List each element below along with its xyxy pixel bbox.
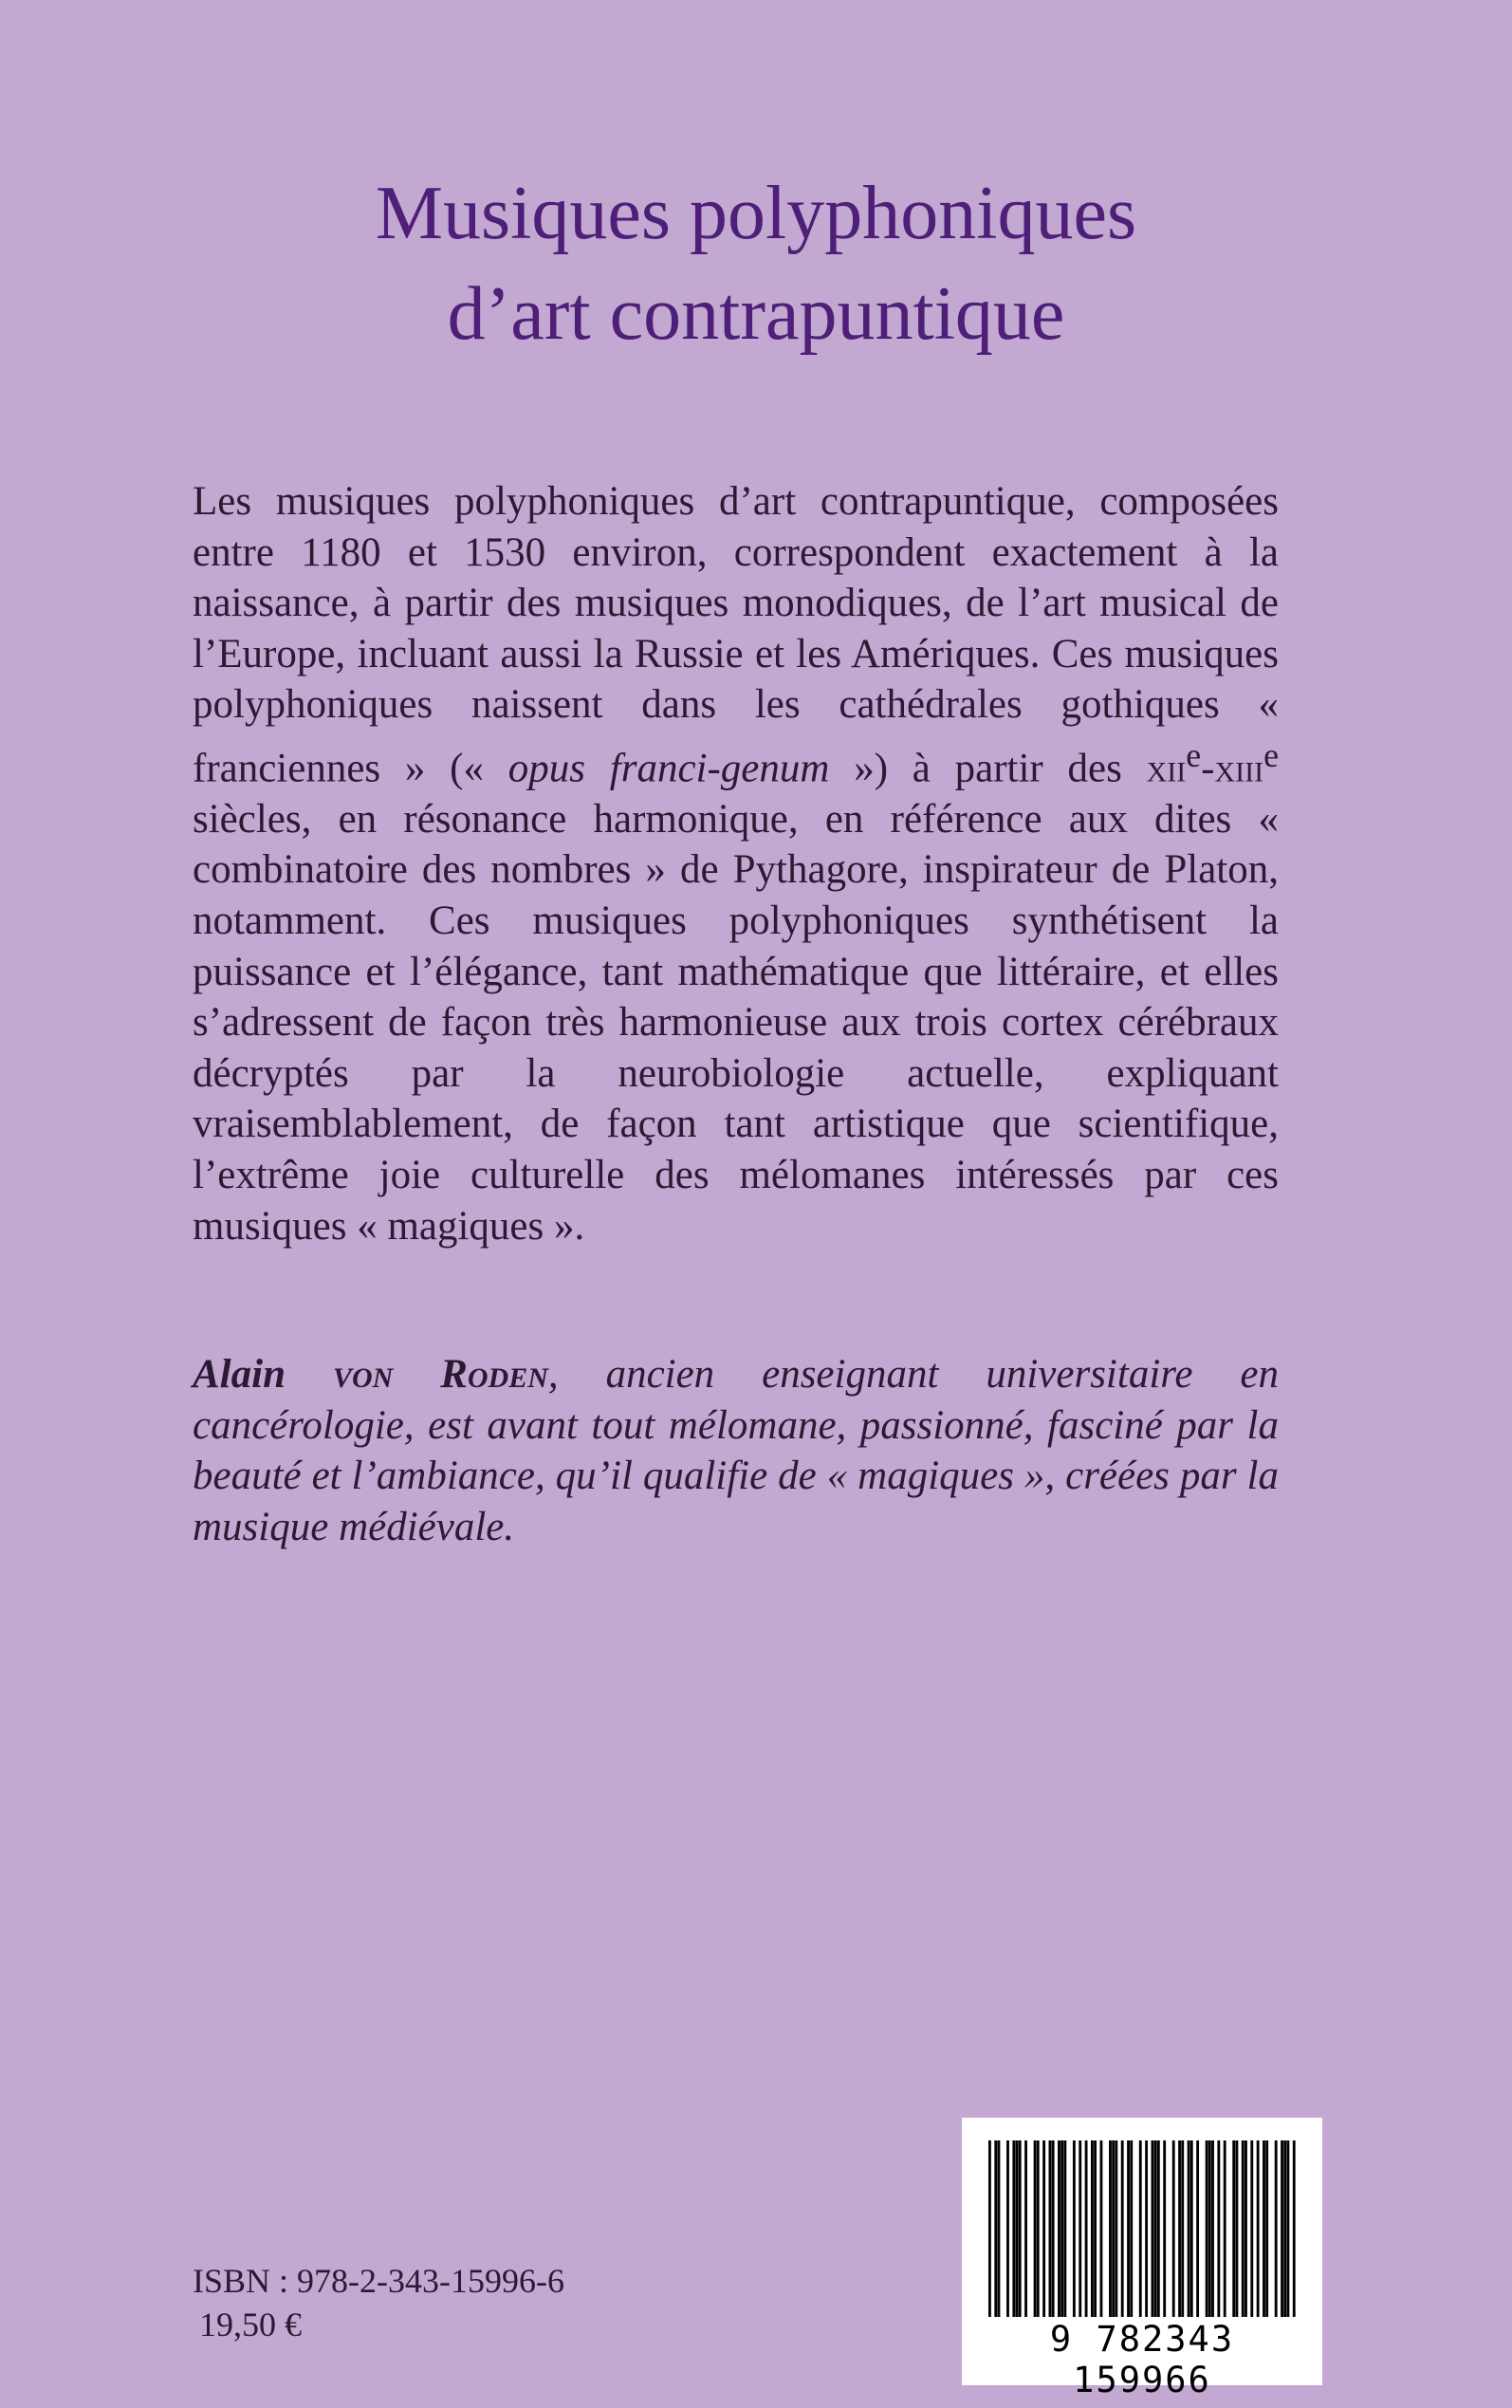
summary-text-2: ») à partir des: [854, 746, 1122, 791]
barcode-digits: 9 782343 159966: [1049, 2319, 1235, 2400]
barcode: [962, 2118, 1322, 2400]
book-title: [0, 163, 1512, 364]
author-bio: [193, 1349, 1279, 1552]
century-dash: -: [1201, 746, 1215, 791]
isbn-label: ISBN : 978-2-343-15996-6: [193, 2262, 564, 2300]
summary-italic: opus franci-genum: [507, 746, 830, 791]
summary-text-1: Les musiques polyphoniques d’art contrapuntique, composées entre 1180 et 1530 environ, correspondent exactement à la naissance, à partir des musiques monodiques, de l’art musical de l’Europe, incluant aussi la Russie et les Amériques. Ces musiques polyphoniques naissent dans les cathédrales gothiques « franciennes » («: [193, 479, 1279, 791]
author-bio-text: , ancien enseignant universitaire en cancérologie, est avant tout mélomane, passionné, fasciné par la beauté et l’ambiance, qu’il qualifie de « magiques », créées par la musique médiévale.: [193, 1352, 1279, 1549]
author-last-name: von Roden: [332, 1352, 548, 1397]
summary-paragraph: [193, 476, 1279, 1251]
century-2-sup: e: [1263, 735, 1280, 774]
title-line-2: d’art contrapuntique: [447, 272, 1065, 356]
summary-text-3: siècles, en résonance harmonique, en référence aux dites « combinatoire des nombres » de Pythagore, inspirateur de Platon, notamment. Ces musiques polyphoniques synthétisent la puissance et l’élégance, tant mathématique que littéraire, et elles s’adressent de façon très harmonieuse aux trois cortex cérébraux décryptés par la neurobiologie actuelle, expliquant vraisemblablement, de façon tant artistique que scientifique, l’extrême joie culturelle des mélomanes intéressés par ces musiques « magiques ».: [193, 796, 1279, 1249]
century-2: xiii: [1214, 746, 1264, 791]
price-label: 19,50 €: [199, 2306, 302, 2343]
century-1-sup: e: [1186, 735, 1202, 774]
barcode-bars: [988, 2140, 1296, 2317]
title-line-1: Musiques polyphoniques: [375, 172, 1137, 255]
author-first-name: Alain: [193, 1352, 286, 1397]
century-1: xii: [1146, 746, 1187, 791]
